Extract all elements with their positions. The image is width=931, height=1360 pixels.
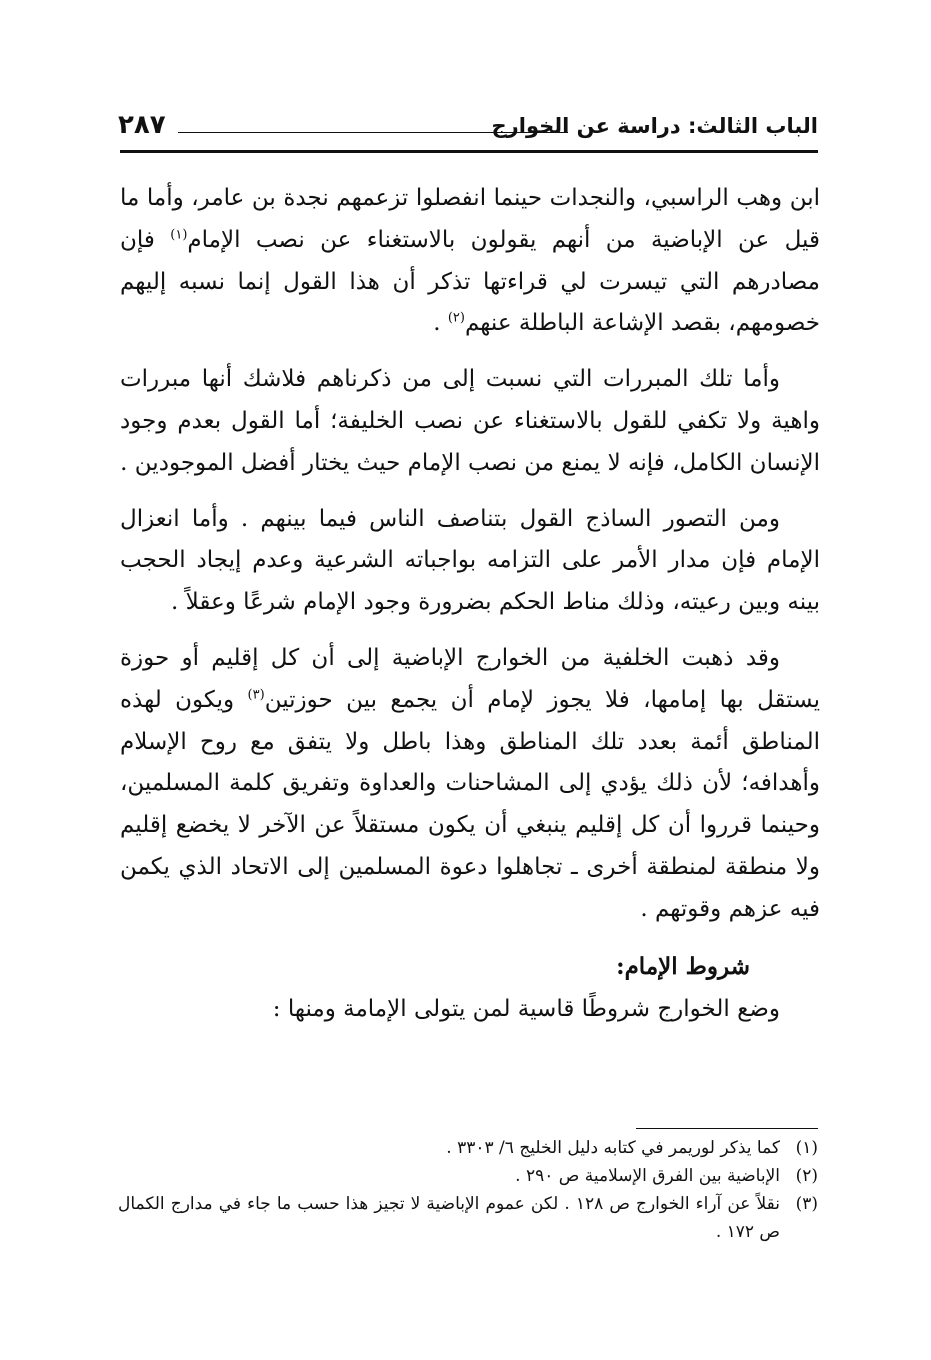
paragraph-1-part-c: . <box>433 310 448 337</box>
footnote-number: (٣) <box>795 1194 818 1214</box>
chapter-title: الباب الثالث: دراسة عن الخوارج <box>491 114 818 138</box>
footnote-ref-2: (٢) <box>447 310 465 326</box>
paragraph-1 <box>120 178 820 345</box>
paragraph-5: وضع الخوارج شروطًا قاسية لمن يتولى الإمامة ومنها : <box>272 995 780 1022</box>
footnote-item <box>118 1162 818 1190</box>
page-number: ٢٨٧ <box>118 110 166 140</box>
running-header <box>118 108 818 150</box>
paragraph-1-part-b: فإن مصادرهم التي تيسرت لي قراءتها تذكر أن هذا القول إنما نسبه إليهم خصومهم، بقصد الإشاعة الباطلة عنهم <box>120 226 820 337</box>
footnote-item <box>118 1134 818 1162</box>
paragraph-1-part-a: ابن وهب الراسبي، والنجدات حينما انفصلوا تزعمهم نجدة بن عامر، وأما ما قيل عن الإباضية من أنهم يقولون بالاستغناء عن نصب الإمام <box>120 185 820 253</box>
main-text <box>120 178 820 1030</box>
footnote-number: (٢) <box>795 1166 818 1186</box>
footnote-rule <box>636 1128 818 1129</box>
footnote-text: كما يذكر لوريمر في كتابه دليل الخليج ٦/ ٣٣٠٣ . <box>446 1138 780 1158</box>
footnote-number: (١) <box>795 1138 818 1158</box>
paragraph-4 <box>120 638 820 931</box>
footnote-item <box>118 1190 818 1246</box>
footnote-ref-1: (١) <box>170 227 188 243</box>
paragraph-4-part-b: ويكون لهذه المناطق أئمة بعدد تلك المناطق وهذا باطل ولا يتفق مع روح الإسلام وأهدافه؛ لأن ذلك يؤدي إلى المشاحنات والعداوة وتفريق كلمة المسلمين، وحينما قرروا أن كل إقليم ينبغي أن يكون مستقلاً عن الآخر لا يخضع إقليم ولا منطقة لمنطقة أخرى ـ تجاهلوا دعوة المسلمين إلى الاتحاد الذي يكمن فيه عزهم وقوتهم . <box>120 686 820 922</box>
paragraph-4-part-a: وقد ذهبت الخلفية من الخوارج الإباضية إلى أن كل إقليم أو حوزة يستقل بها إمامها، فلا يجوز لإمام أن يجمع بين حوزتين <box>120 644 820 713</box>
paragraph-2: وأما تلك المبررات التي نسبت إلى من ذكرناهم فلاشك أنها مبررات واهية ولا تكفي للقول بالاستغناء عن نصب الخليفة؛ أما القول بعدم وجود الإنسان الكامل، فإنه لا يمنع من نصب الإمام حيث يختار أفضل الموجودين . <box>120 366 820 476</box>
footnote-text: نقلاً عن آراء الخوارج ص ١٢٨ . لكن عموم الإباضية لا تجيز هذا حسب ما جاء في مدارج الكمال ص ١٧٢ . <box>118 1194 780 1242</box>
footnote-ref-3: (٣) <box>247 687 265 703</box>
footnotes <box>118 1134 818 1246</box>
footnote-text: الإباضية بين الفرق الإسلامية ص ٢٩٠ . <box>515 1166 780 1186</box>
section-heading: شروط الإمام: <box>616 952 750 980</box>
paragraph-3: ومن التصور الساذج القول بتناصف الناس فيما بينهم . وأما انعزال الإمام فإن مدار الأمر على التزامه بواجباته الشرعية وعدم إيجاد الحجب بينه وبين رعيته، وذلك مناط الحكم بضرورة وجود الإمام شرعًا وعقلاً . <box>120 505 820 616</box>
header-short-rule <box>178 132 568 133</box>
header-rule <box>120 150 818 153</box>
